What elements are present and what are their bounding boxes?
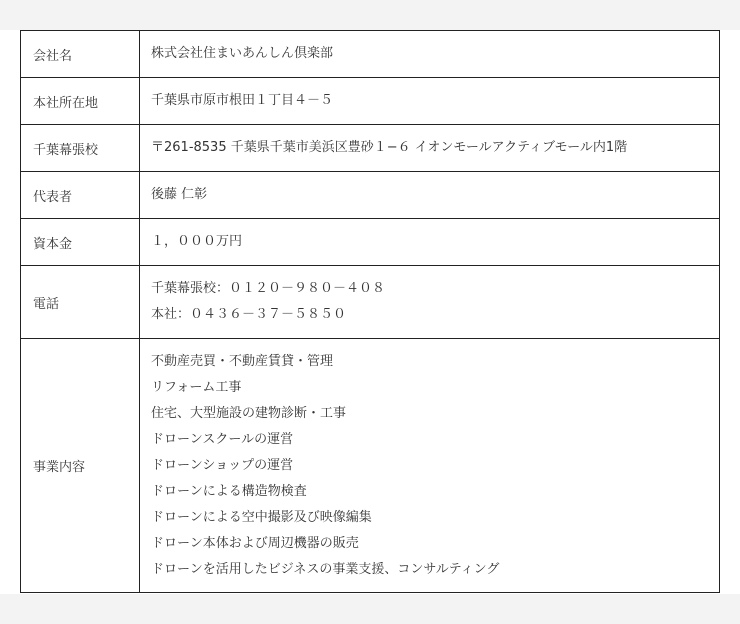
page-content <box>0 30 740 594</box>
phone-makuhari: 千葉幕張校：０１２０－９８０－４０８ <box>151 281 386 296</box>
value-line: １，０００万円 <box>151 234 243 249</box>
business-item: ドローンによる構造物検査 <box>151 483 307 499</box>
business-item: ドローンを活用したビジネスの事業支援、コンサルティング <box>151 561 500 577</box>
value-company-name <box>140 31 720 78</box>
label-business: 事業内容 <box>21 339 140 593</box>
label-company-name: 会社名 <box>21 31 140 78</box>
value-makuhari-school <box>140 125 720 172</box>
business-item: ドローンスクールの運営 <box>151 431 294 447</box>
row-representative <box>21 172 720 219</box>
row-company-name <box>21 31 720 78</box>
value-capital <box>140 219 720 266</box>
row-phone <box>21 266 720 339</box>
label-head-office: 本社所在地 <box>21 78 140 125</box>
row-head-office <box>21 78 720 125</box>
row-makuhari-school <box>21 125 720 172</box>
value-line: 後藤 仁彰 <box>151 187 208 202</box>
value-phone <box>140 266 720 339</box>
business-item: 住宅、大型施設の建物診断・工事 <box>151 405 347 421</box>
label-makuhari-school: 千葉幕張校 <box>21 125 140 172</box>
business-item: ドローン本体および周辺機器の販売 <box>151 535 359 551</box>
label-phone: 電話 <box>21 266 140 339</box>
business-item: リフォーム工事 <box>151 379 242 395</box>
value-business <box>140 339 720 593</box>
value-head-office <box>140 78 720 125</box>
row-business <box>21 339 720 593</box>
value-representative <box>140 172 720 219</box>
phone-head-office: 本社：０４３６－３７－５８５０ <box>151 307 347 322</box>
value-line: 株式会社住まいあんしん倶楽部 <box>151 46 334 61</box>
value-line: 〒261-8535 千葉県千葉市美浜区豊砂１−６ イオンモールアクティブモール内1階 <box>151 140 628 155</box>
business-item: ドローンショップの運営 <box>151 457 294 473</box>
label-capital: 資本金 <box>21 219 140 266</box>
label-representative: 代表者 <box>21 172 140 219</box>
value-line: 千葉県市原市根田１丁目４－５ <box>151 93 334 108</box>
business-item: ドローンによる空中撮影及び映像編集 <box>151 509 372 525</box>
company-info-table <box>20 30 720 593</box>
business-item: 不動産売買・不動産賃貸・管理 <box>151 353 334 369</box>
row-capital <box>21 219 720 266</box>
